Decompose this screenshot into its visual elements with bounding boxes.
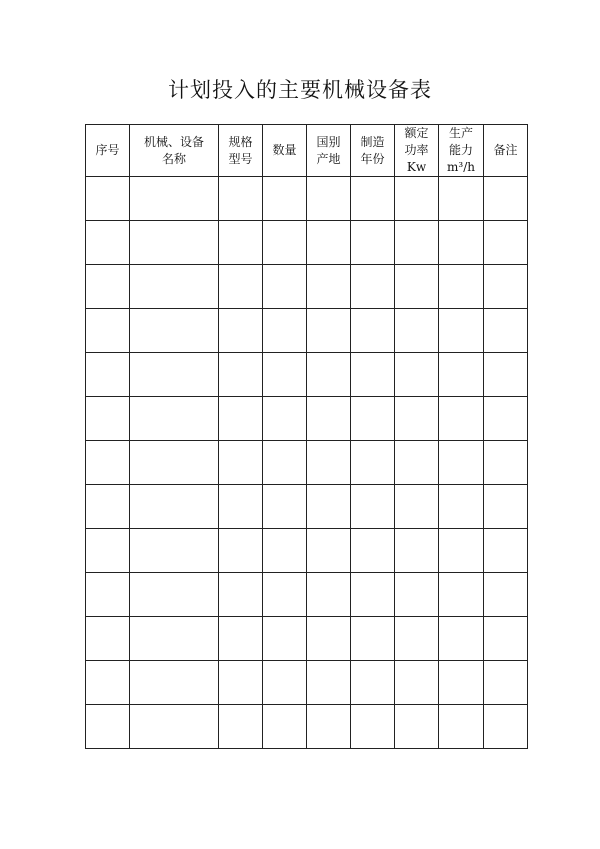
- table-row: [86, 265, 528, 309]
- table-cell[interactable]: [130, 617, 219, 661]
- table-cell[interactable]: [439, 617, 484, 661]
- table-cell[interactable]: [86, 617, 130, 661]
- table-cell[interactable]: [484, 485, 528, 529]
- table-cell[interactable]: [86, 221, 130, 265]
- table-cell[interactable]: [307, 265, 351, 309]
- table-cell[interactable]: [130, 221, 219, 265]
- table-cell[interactable]: [484, 661, 528, 705]
- table-cell[interactable]: [130, 485, 219, 529]
- header-equipment-name: 机械、设备 名称: [130, 125, 219, 177]
- table-cell[interactable]: [395, 617, 439, 661]
- table-cell[interactable]: [130, 309, 219, 353]
- table-cell[interactable]: [219, 441, 263, 485]
- table-cell[interactable]: [351, 485, 395, 529]
- table-cell[interactable]: [86, 177, 130, 221]
- table-cell[interactable]: [307, 529, 351, 573]
- table-cell[interactable]: [484, 529, 528, 573]
- table-cell[interactable]: [307, 397, 351, 441]
- table-cell[interactable]: [263, 529, 307, 573]
- table-cell[interactable]: [307, 485, 351, 529]
- table-cell[interactable]: [439, 529, 484, 573]
- header-quantity: 数量: [263, 125, 307, 177]
- table-cell[interactable]: [439, 485, 484, 529]
- table-cell[interactable]: [86, 529, 130, 573]
- table-cell[interactable]: [130, 705, 219, 749]
- table-cell[interactable]: [219, 705, 263, 749]
- table-cell[interactable]: [86, 485, 130, 529]
- table-row: [86, 661, 528, 705]
- table-cell[interactable]: [351, 221, 395, 265]
- table-cell[interactable]: [351, 441, 395, 485]
- table-cell[interactable]: [395, 309, 439, 353]
- header-manufacture-year: 制造 年份: [351, 125, 395, 177]
- table-cell[interactable]: [86, 441, 130, 485]
- table-cell[interactable]: [439, 265, 484, 309]
- page-title: 计划投入的主要机械设备表: [168, 78, 432, 102]
- table-cell[interactable]: [263, 617, 307, 661]
- table-cell[interactable]: [130, 265, 219, 309]
- table-cell[interactable]: [219, 617, 263, 661]
- table-cell[interactable]: [395, 353, 439, 397]
- header-remarks: 备注: [484, 125, 528, 177]
- table-cell[interactable]: [351, 617, 395, 661]
- table-cell[interactable]: [484, 177, 528, 221]
- table-cell[interactable]: [86, 309, 130, 353]
- table-cell[interactable]: [219, 529, 263, 573]
- table-cell[interactable]: [307, 221, 351, 265]
- table-cell[interactable]: [307, 353, 351, 397]
- table-cell[interactable]: [219, 177, 263, 221]
- table-row: [86, 441, 528, 485]
- table-cell[interactable]: [86, 397, 130, 441]
- table-cell[interactable]: [219, 397, 263, 441]
- table-cell[interactable]: [263, 221, 307, 265]
- table-cell[interactable]: [439, 397, 484, 441]
- table-cell[interactable]: [219, 221, 263, 265]
- table-cell[interactable]: [219, 573, 263, 617]
- table-row: [86, 705, 528, 749]
- table-cell[interactable]: [484, 353, 528, 397]
- table-row: [86, 309, 528, 353]
- table-cell[interactable]: [219, 353, 263, 397]
- table-cell[interactable]: [439, 441, 484, 485]
- table-cell[interactable]: [130, 177, 219, 221]
- table-cell[interactable]: [263, 441, 307, 485]
- table-cell[interactable]: [395, 573, 439, 617]
- table-cell[interactable]: [263, 265, 307, 309]
- table-cell[interactable]: [307, 661, 351, 705]
- table-row: [86, 221, 528, 265]
- table-cell[interactable]: [86, 265, 130, 309]
- table-cell[interactable]: [484, 705, 528, 749]
- table-cell[interactable]: [395, 265, 439, 309]
- table-cell[interactable]: [263, 573, 307, 617]
- table-cell[interactable]: [351, 177, 395, 221]
- table-cell[interactable]: [351, 353, 395, 397]
- table-cell[interactable]: [439, 221, 484, 265]
- table-cell[interactable]: [86, 353, 130, 397]
- table-cell[interactable]: [263, 397, 307, 441]
- table-cell[interactable]: [219, 309, 263, 353]
- table-cell[interactable]: [439, 309, 484, 353]
- table-cell[interactable]: [307, 441, 351, 485]
- table-cell[interactable]: [351, 529, 395, 573]
- table-cell[interactable]: [307, 617, 351, 661]
- table-cell[interactable]: [307, 705, 351, 749]
- table-cell[interactable]: [263, 705, 307, 749]
- table-cell[interactable]: [351, 397, 395, 441]
- table-cell[interactable]: [130, 661, 219, 705]
- table-cell[interactable]: [86, 573, 130, 617]
- table-cell[interactable]: [219, 661, 263, 705]
- table-cell[interactable]: [395, 441, 439, 485]
- table-cell[interactable]: [351, 661, 395, 705]
- table-cell[interactable]: [263, 353, 307, 397]
- table-cell[interactable]: [263, 309, 307, 353]
- table-cell[interactable]: [263, 661, 307, 705]
- table-cell[interactable]: [484, 441, 528, 485]
- table-cell[interactable]: [439, 661, 484, 705]
- table-cell[interactable]: [351, 265, 395, 309]
- table-cell[interactable]: [130, 573, 219, 617]
- table-cell[interactable]: [395, 661, 439, 705]
- table-cell[interactable]: [484, 221, 528, 265]
- table-cell[interactable]: [130, 353, 219, 397]
- table-cell[interactable]: [395, 397, 439, 441]
- table-cell[interactable]: [395, 485, 439, 529]
- table-cell[interactable]: [307, 573, 351, 617]
- table-cell[interactable]: [130, 397, 219, 441]
- table-cell[interactable]: [484, 573, 528, 617]
- table-body: [86, 177, 528, 749]
- table-cell[interactable]: [395, 705, 439, 749]
- table-cell[interactable]: [439, 177, 484, 221]
- table-cell[interactable]: [484, 397, 528, 441]
- table-cell[interactable]: [395, 529, 439, 573]
- table-cell[interactable]: [351, 573, 395, 617]
- table-cell[interactable]: [484, 309, 528, 353]
- table-cell[interactable]: [439, 353, 484, 397]
- table-cell[interactable]: [395, 221, 439, 265]
- table-cell[interactable]: [263, 177, 307, 221]
- table-cell[interactable]: [86, 661, 130, 705]
- table-cell[interactable]: [219, 265, 263, 309]
- header-row: [86, 125, 528, 177]
- equipment-table: [85, 124, 528, 749]
- table-cell[interactable]: [351, 705, 395, 749]
- table-row: [86, 177, 528, 221]
- header-country-origin: 国别 产地: [307, 125, 351, 177]
- table-cell[interactable]: [307, 309, 351, 353]
- table-cell[interactable]: [439, 705, 484, 749]
- table-cell[interactable]: [130, 441, 219, 485]
- table-cell[interactable]: [130, 529, 219, 573]
- table-cell[interactable]: [219, 485, 263, 529]
- header-spec-model: 规格 型号: [219, 125, 263, 177]
- table-cell[interactable]: [351, 309, 395, 353]
- table-row: [86, 485, 528, 529]
- header-serial-number: 序号: [86, 125, 130, 177]
- table-row: [86, 617, 528, 661]
- table-row: [86, 529, 528, 573]
- table-cell[interactable]: [484, 265, 528, 309]
- table-cell[interactable]: [86, 705, 130, 749]
- table-cell[interactable]: [439, 573, 484, 617]
- table-row: [86, 353, 528, 397]
- table-cell[interactable]: [307, 177, 351, 221]
- table-cell[interactable]: [484, 617, 528, 661]
- table-cell[interactable]: [395, 177, 439, 221]
- header-rated-power: 额定 功率 Kw: [395, 125, 439, 177]
- table-row: [86, 397, 528, 441]
- table-cell[interactable]: [263, 485, 307, 529]
- table-row: [86, 573, 528, 617]
- header-production-capacity: 生产 能力 m³/h: [439, 125, 484, 177]
